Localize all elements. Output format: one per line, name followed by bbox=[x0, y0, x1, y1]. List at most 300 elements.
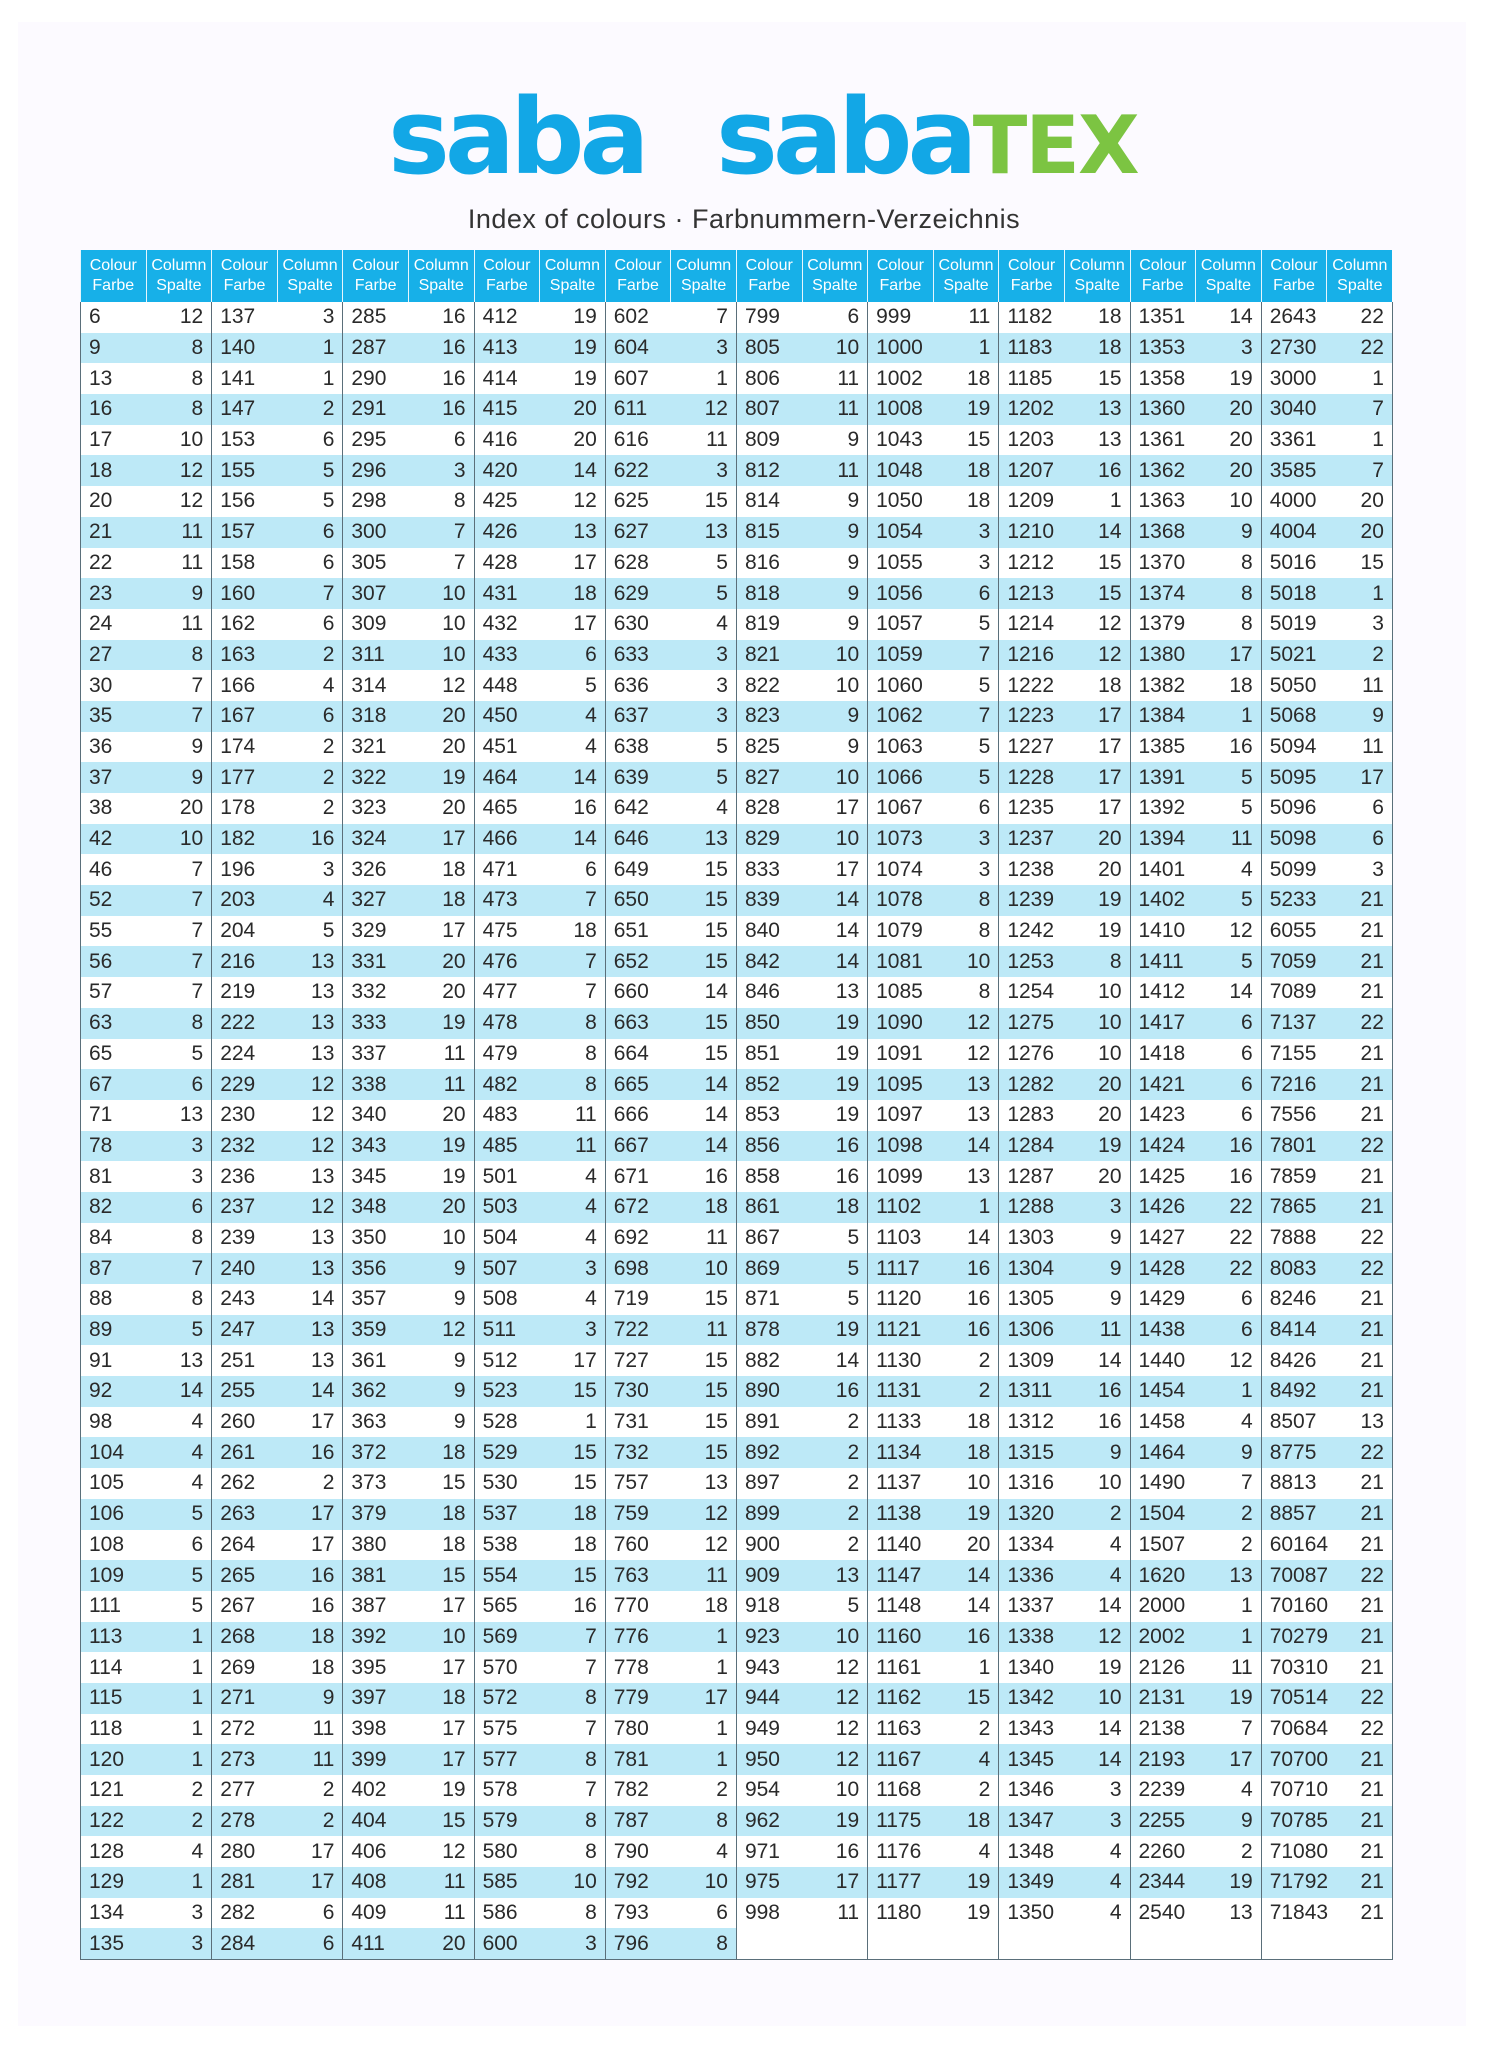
colour-number-cell: 98 bbox=[81, 1407, 147, 1438]
colour-number-cell: 846 bbox=[736, 977, 802, 1008]
colour-number-cell: 630 bbox=[605, 609, 671, 640]
column-number-cell: 14 bbox=[671, 1131, 737, 1162]
column-number-cell: 2 bbox=[277, 1468, 343, 1499]
header-column-label: Column bbox=[807, 257, 863, 274]
colour-number-cell: 1050 bbox=[868, 486, 934, 517]
colour-number-cell: 409 bbox=[343, 1898, 409, 1929]
colour-number-cell: 1425 bbox=[1130, 1161, 1196, 1192]
colour-number-cell: 2643 bbox=[1261, 302, 1327, 333]
column-number-cell: 17 bbox=[277, 1499, 343, 1530]
colour-number-cell: 1337 bbox=[999, 1591, 1065, 1622]
column-number-cell: 13 bbox=[1196, 1898, 1262, 1929]
colour-number-cell: 779 bbox=[605, 1683, 671, 1714]
table-row bbox=[81, 1775, 1393, 1806]
saba-logo-text: saba bbox=[388, 76, 645, 198]
table-row bbox=[81, 578, 1393, 609]
column-number-cell: 2 bbox=[802, 1407, 868, 1438]
colour-number-cell: 5068 bbox=[1261, 701, 1327, 732]
colour-number-cell: 115 bbox=[81, 1683, 147, 1714]
colour-number-cell: 224 bbox=[212, 1039, 278, 1070]
column-number-cell: 6 bbox=[933, 578, 999, 609]
colour-number-cell: 157 bbox=[212, 517, 278, 548]
column-number-cell: 6 bbox=[1327, 793, 1393, 824]
column-number-cell: 17 bbox=[540, 548, 606, 579]
colour-number-cell: 998 bbox=[736, 1898, 802, 1929]
sabatex-logo-saba: saba bbox=[716, 76, 973, 198]
column-number-cell: 18 bbox=[408, 1530, 474, 1561]
colour-number-cell: 1353 bbox=[1130, 333, 1196, 364]
column-number-cell: 18 bbox=[277, 1622, 343, 1653]
column-number-cell: 6 bbox=[540, 854, 606, 885]
column-number-cell: 19 bbox=[540, 333, 606, 364]
colour-number-cell: 3040 bbox=[1261, 394, 1327, 425]
column-number-cell: 15 bbox=[408, 1560, 474, 1591]
colour-number-cell: 357 bbox=[343, 1284, 409, 1315]
column-number-cell: 2 bbox=[933, 1714, 999, 1745]
column-number-cell: 5 bbox=[146, 1039, 212, 1070]
column-number-cell: 19 bbox=[1196, 1867, 1262, 1898]
colour-number-cell: 1090 bbox=[868, 1008, 934, 1039]
colour-number-cell: 814 bbox=[736, 486, 802, 517]
column-number-cell: 8 bbox=[146, 1223, 212, 1254]
column-number-cell: 15 bbox=[671, 916, 737, 947]
column-number-cell: 10 bbox=[671, 1867, 737, 1898]
colour-number-cell: 219 bbox=[212, 977, 278, 1008]
colour-number-cell: 287 bbox=[343, 333, 409, 364]
column-number-cell: 1 bbox=[146, 1714, 212, 1745]
colour-number-cell: 1213 bbox=[999, 578, 1065, 609]
column-number-cell: 4 bbox=[1064, 1560, 1130, 1591]
column-number-cell: 6 bbox=[1196, 1315, 1262, 1346]
colour-number-cell: 1102 bbox=[868, 1192, 934, 1223]
column-number-cell: 11 bbox=[802, 363, 868, 394]
colour-number-cell: 327 bbox=[343, 885, 409, 916]
colour-number-cell: 1417 bbox=[1130, 1008, 1196, 1039]
column-number-cell: 5 bbox=[277, 455, 343, 486]
colour-number-cell: 5019 bbox=[1261, 609, 1327, 640]
column-number-cell: 21 bbox=[1327, 946, 1393, 977]
column-number-cell: 12 bbox=[1196, 916, 1262, 947]
column-number-cell: 7 bbox=[540, 1775, 606, 1806]
column-number-cell: 16 bbox=[408, 394, 474, 425]
table-row bbox=[81, 916, 1393, 947]
colour-number-cell: 646 bbox=[605, 824, 671, 855]
column-number-cell: 19 bbox=[802, 1039, 868, 1070]
colour-number-cell: 71 bbox=[81, 1100, 147, 1131]
colour-number-cell: 1063 bbox=[868, 732, 934, 763]
column-number-cell: 20 bbox=[408, 946, 474, 977]
colour-number-cell: 528 bbox=[474, 1407, 540, 1438]
colour-number-cell: 247 bbox=[212, 1315, 278, 1346]
column-number-cell: 12 bbox=[671, 394, 737, 425]
header-column-label: Column bbox=[413, 257, 469, 274]
column-number-cell: 5 bbox=[540, 670, 606, 701]
colour-number-cell: 5096 bbox=[1261, 793, 1327, 824]
colour-number-cell: 311 bbox=[343, 640, 409, 671]
column-number-cell: 22 bbox=[1327, 333, 1393, 364]
column-number-cell: 11 bbox=[1196, 1652, 1262, 1683]
column-number-cell: 11 bbox=[802, 394, 868, 425]
column-number-cell: 14 bbox=[277, 1376, 343, 1407]
column-number-cell: 5 bbox=[1196, 946, 1262, 977]
header-column-spalte bbox=[671, 250, 737, 302]
column-number-cell: 21 bbox=[1327, 1192, 1393, 1223]
colour-number-cell: 565 bbox=[474, 1591, 540, 1622]
colour-number-cell: 8857 bbox=[1261, 1499, 1327, 1530]
colour-number-cell: 1228 bbox=[999, 762, 1065, 793]
colour-number-cell: 305 bbox=[343, 548, 409, 579]
colour-number-cell: 281 bbox=[212, 1867, 278, 1898]
column-number-cell: 3 bbox=[933, 548, 999, 579]
table-row bbox=[81, 1928, 1393, 1959]
column-number-cell: 13 bbox=[933, 1161, 999, 1192]
colour-number-cell: 622 bbox=[605, 455, 671, 486]
column-number-cell: 20 bbox=[408, 701, 474, 732]
colour-number-cell: 1097 bbox=[868, 1100, 934, 1131]
colour-number-cell: 780 bbox=[605, 1714, 671, 1745]
colour-number-cell: 482 bbox=[474, 1069, 540, 1100]
column-number-cell: 20 bbox=[1064, 1100, 1130, 1131]
column-number-cell: 2 bbox=[1196, 1499, 1262, 1530]
colour-number-cell: 1394 bbox=[1130, 824, 1196, 855]
colour-number-cell: 7216 bbox=[1261, 1069, 1327, 1100]
column-number-cell: 17 bbox=[277, 1530, 343, 1561]
column-number-cell: 14 bbox=[802, 1345, 868, 1376]
colour-number-cell: 307 bbox=[343, 578, 409, 609]
colour-number-cell: 128 bbox=[81, 1836, 147, 1867]
colour-number-cell: 5016 bbox=[1261, 548, 1327, 579]
colour-number-cell: 118 bbox=[81, 1714, 147, 1745]
colour-number-cell: 326 bbox=[343, 854, 409, 885]
colour-number-cell: 1000 bbox=[868, 333, 934, 364]
colour-number-cell: 793 bbox=[605, 1898, 671, 1929]
colour-number-cell: 1429 bbox=[1130, 1284, 1196, 1315]
header-colour-label: Colour bbox=[483, 257, 531, 274]
colour-number-cell: 1402 bbox=[1130, 885, 1196, 916]
colour-number-cell: 698 bbox=[605, 1253, 671, 1284]
colour-number-cell: 425 bbox=[474, 486, 540, 517]
colour-number-cell: 1222 bbox=[999, 670, 1065, 701]
colour-number-cell: 1304 bbox=[999, 1253, 1065, 1284]
column-number-cell: 13 bbox=[277, 1223, 343, 1254]
column-number-cell: 16 bbox=[802, 1836, 868, 1867]
colour-number-cell: 21 bbox=[81, 517, 147, 548]
column-number-cell: 7 bbox=[1327, 394, 1393, 425]
column-number-cell: 9 bbox=[802, 486, 868, 517]
colour-number-cell: 1162 bbox=[868, 1683, 934, 1714]
table-row bbox=[81, 1836, 1393, 1867]
column-number-cell: 7 bbox=[671, 302, 737, 333]
column-number-cell: 8 bbox=[146, 640, 212, 671]
colour-number-cell: 858 bbox=[736, 1161, 802, 1192]
column-number-cell: 16 bbox=[1196, 1161, 1262, 1192]
column-number-cell: 7 bbox=[146, 946, 212, 977]
column-number-cell: 16 bbox=[408, 363, 474, 394]
column-number-cell: 3 bbox=[1064, 1806, 1130, 1837]
colour-number-cell: 792 bbox=[605, 1867, 671, 1898]
colour-number-cell: 975 bbox=[736, 1867, 802, 1898]
table-row bbox=[81, 1008, 1393, 1039]
column-number-cell: 13 bbox=[933, 1069, 999, 1100]
colour-number-cell: 575 bbox=[474, 1714, 540, 1745]
column-number-cell: 11 bbox=[671, 1315, 737, 1346]
colour-number-cell: 1242 bbox=[999, 916, 1065, 947]
header-column-spalte bbox=[408, 250, 474, 302]
column-number-cell: 3 bbox=[671, 701, 737, 732]
colour-number-cell: 770 bbox=[605, 1591, 671, 1622]
column-number-cell: 17 bbox=[802, 854, 868, 885]
colour-number-cell: 163 bbox=[212, 640, 278, 671]
colour-number-cell: 1412 bbox=[1130, 977, 1196, 1008]
column-number-cell: 8 bbox=[671, 1806, 737, 1837]
colour-number-cell: 1227 bbox=[999, 732, 1065, 763]
column-number-cell: 14 bbox=[146, 1376, 212, 1407]
colour-number-cell: 105 bbox=[81, 1468, 147, 1499]
column-number-cell: 5 bbox=[146, 1560, 212, 1591]
colour-number-cell: 82 bbox=[81, 1192, 147, 1223]
colour-number-cell: 485 bbox=[474, 1131, 540, 1162]
colour-number-cell: 2000 bbox=[1130, 1591, 1196, 1622]
colour-number-cell: 763 bbox=[605, 1560, 671, 1591]
colour-number-cell: 264 bbox=[212, 1530, 278, 1561]
colour-number-cell: 538 bbox=[474, 1530, 540, 1561]
column-number-cell: 21 bbox=[1327, 977, 1393, 1008]
colour-number-cell: 1288 bbox=[999, 1192, 1065, 1223]
column-number-cell: 16 bbox=[671, 1161, 737, 1192]
column-number-cell: 21 bbox=[1327, 1867, 1393, 1898]
colour-number-cell: 426 bbox=[474, 517, 540, 548]
column-number-cell: 14 bbox=[933, 1131, 999, 1162]
column-number-cell: 13 bbox=[277, 1161, 343, 1192]
column-number-cell: 4 bbox=[146, 1468, 212, 1499]
colour-number-cell: 1148 bbox=[868, 1591, 934, 1622]
colour-number-cell: 137 bbox=[212, 302, 278, 333]
colour-number-cell: 70087 bbox=[1261, 1560, 1327, 1591]
column-number-cell: 13 bbox=[146, 1100, 212, 1131]
column-number-cell: 14 bbox=[671, 1069, 737, 1100]
colour-number-cell: 104 bbox=[81, 1437, 147, 1468]
colour-number-cell: 1358 bbox=[1130, 363, 1196, 394]
colour-number-cell: 663 bbox=[605, 1008, 671, 1039]
column-number-cell: 12 bbox=[802, 1652, 868, 1683]
column-number-cell: 16 bbox=[277, 1560, 343, 1591]
colour-number-cell: 604 bbox=[605, 333, 671, 364]
colour-number-cell: 2255 bbox=[1130, 1806, 1196, 1837]
column-number-cell: 17 bbox=[1196, 640, 1262, 671]
colour-number-cell: 345 bbox=[343, 1161, 409, 1192]
column-number-cell: 20 bbox=[408, 793, 474, 824]
column-number-cell: 11 bbox=[933, 302, 999, 333]
header-column-spalte bbox=[540, 250, 606, 302]
colour-number-cell: 1424 bbox=[1130, 1131, 1196, 1162]
column-number-cell: 10 bbox=[1064, 1468, 1130, 1499]
colour-number-cell: 420 bbox=[474, 455, 540, 486]
column-number-cell: 21 bbox=[1327, 1591, 1393, 1622]
column-number-cell: 16 bbox=[933, 1253, 999, 1284]
column-number-cell: 12 bbox=[146, 302, 212, 333]
colour-number-cell: 348 bbox=[343, 1192, 409, 1223]
colour-number-cell: 196 bbox=[212, 854, 278, 885]
colour-number-cell: 251 bbox=[212, 1345, 278, 1376]
colour-number-cell: 523 bbox=[474, 1376, 540, 1407]
column-number-cell: 9 bbox=[408, 1253, 474, 1284]
colour-number-cell: 155 bbox=[212, 455, 278, 486]
table-row bbox=[81, 670, 1393, 701]
column-number-cell: 22 bbox=[1327, 1223, 1393, 1254]
colour-number-cell: 1440 bbox=[1130, 1345, 1196, 1376]
column-number-cell bbox=[802, 1928, 868, 1959]
colour-number-cell: 1421 bbox=[1130, 1069, 1196, 1100]
table-row bbox=[81, 394, 1393, 425]
column-number-cell: 18 bbox=[408, 1499, 474, 1530]
colour-number-cell bbox=[1261, 1928, 1327, 1959]
colour-number-cell: 203 bbox=[212, 885, 278, 916]
colour-number-cell: 113 bbox=[81, 1622, 147, 1653]
column-number-cell: 10 bbox=[540, 1867, 606, 1898]
column-number-cell: 3 bbox=[277, 854, 343, 885]
colour-number-cell: 5021 bbox=[1261, 640, 1327, 671]
colour-number-cell: 1134 bbox=[868, 1437, 934, 1468]
column-number-cell: 15 bbox=[540, 1437, 606, 1468]
column-number-cell: 2 bbox=[1196, 1836, 1262, 1867]
column-number-cell: 22 bbox=[1327, 302, 1393, 333]
column-number-cell: 14 bbox=[1196, 302, 1262, 333]
column-number-cell: 8 bbox=[933, 885, 999, 916]
colour-number-cell: 7059 bbox=[1261, 946, 1327, 977]
colour-number-cell: 35 bbox=[81, 701, 147, 732]
column-number-cell: 11 bbox=[146, 548, 212, 579]
column-number-cell: 1 bbox=[146, 1744, 212, 1775]
column-number-cell: 2 bbox=[1196, 1530, 1262, 1561]
colour-number-cell: 1309 bbox=[999, 1345, 1065, 1376]
page-title: Index of colours · Farbnummern-Verzeichnis bbox=[467, 204, 1021, 234]
table-row bbox=[81, 1315, 1393, 1346]
column-number-cell: 16 bbox=[277, 824, 343, 855]
colour-number-cell: 633 bbox=[605, 640, 671, 671]
column-number-cell: 9 bbox=[1327, 701, 1393, 732]
column-number-cell: 6 bbox=[1196, 1008, 1262, 1039]
colour-number-cell: 954 bbox=[736, 1775, 802, 1806]
column-number-cell: 8 bbox=[408, 486, 474, 517]
colour-number-cell: 18 bbox=[81, 455, 147, 486]
column-number-cell: 3 bbox=[540, 1928, 606, 1959]
colour-number-cell: 1133 bbox=[868, 1407, 934, 1438]
column-number-cell: 4 bbox=[540, 732, 606, 763]
colour-number-cell: 5233 bbox=[1261, 885, 1327, 916]
colour-number-cell: 38 bbox=[81, 793, 147, 824]
column-number-cell: 12 bbox=[671, 1499, 737, 1530]
colour-number-cell: 471 bbox=[474, 854, 540, 885]
column-number-cell: 18 bbox=[671, 1591, 737, 1622]
colour-number-cell: 759 bbox=[605, 1499, 671, 1530]
column-number-cell: 15 bbox=[671, 1376, 737, 1407]
header-column-label: Column bbox=[151, 257, 207, 274]
column-number-cell: 18 bbox=[540, 916, 606, 947]
column-number-cell: 19 bbox=[540, 363, 606, 394]
colour-number-cell: 337 bbox=[343, 1039, 409, 1070]
colour-number-cell: 1079 bbox=[868, 916, 934, 947]
colour-number-cell: 529 bbox=[474, 1437, 540, 1468]
header-column-label: Column bbox=[938, 257, 994, 274]
column-number-cell: 13 bbox=[277, 1253, 343, 1284]
colour-number-cell: 7859 bbox=[1261, 1161, 1327, 1192]
column-number-cell: 7 bbox=[146, 1253, 212, 1284]
colour-number-cell: 1426 bbox=[1130, 1192, 1196, 1223]
column-number-cell: 16 bbox=[933, 1622, 999, 1653]
colour-number-cell: 1370 bbox=[1130, 548, 1196, 579]
table-row bbox=[81, 854, 1393, 885]
colour-number-cell: 1306 bbox=[999, 1315, 1065, 1346]
colour-number-cell: 57 bbox=[81, 977, 147, 1008]
column-number-cell: 11 bbox=[671, 425, 737, 456]
column-number-cell: 22 bbox=[1196, 1223, 1262, 1254]
colour-number-cell: 464 bbox=[474, 762, 540, 793]
colour-number-cell: 692 bbox=[605, 1223, 671, 1254]
colour-number-cell: 2239 bbox=[1130, 1775, 1196, 1806]
column-number-cell: 5 bbox=[277, 486, 343, 517]
colour-number-cell: 586 bbox=[474, 1898, 540, 1929]
colour-number-cell: 730 bbox=[605, 1376, 671, 1407]
colour-number-cell: 395 bbox=[343, 1652, 409, 1683]
column-number-cell: 1 bbox=[933, 1652, 999, 1683]
colour-number-cell: 140 bbox=[212, 333, 278, 364]
colour-number-cell: 760 bbox=[605, 1530, 671, 1561]
colour-number-cell bbox=[868, 1928, 934, 1959]
column-number-cell: 22 bbox=[1327, 1683, 1393, 1714]
colour-number-cell: 431 bbox=[474, 578, 540, 609]
column-number-cell: 8 bbox=[1196, 578, 1262, 609]
column-number-cell: 9 bbox=[802, 609, 868, 640]
column-number-cell: 6 bbox=[1327, 824, 1393, 855]
column-number-cell: 19 bbox=[1196, 1683, 1262, 1714]
column-number-cell: 4 bbox=[540, 701, 606, 732]
colour-number-cell: 340 bbox=[343, 1100, 409, 1131]
colour-number-cell: 295 bbox=[343, 425, 409, 456]
colour-number-cell: 359 bbox=[343, 1315, 409, 1346]
colour-number-cell: 1238 bbox=[999, 854, 1065, 885]
colour-number-cell: 1336 bbox=[999, 1560, 1065, 1591]
column-number-cell: 5 bbox=[933, 609, 999, 640]
colour-index-table bbox=[80, 250, 1393, 1960]
colour-number-cell: 475 bbox=[474, 916, 540, 947]
column-number-cell: 13 bbox=[1064, 394, 1130, 425]
colour-number-cell: 450 bbox=[474, 701, 540, 732]
column-number-cell: 7 bbox=[408, 548, 474, 579]
colour-number-cell: 9 bbox=[81, 333, 147, 364]
column-number-cell: 15 bbox=[408, 1468, 474, 1499]
column-number-cell: 18 bbox=[408, 854, 474, 885]
table-row bbox=[81, 701, 1393, 732]
colour-number-cell: 666 bbox=[605, 1100, 671, 1131]
table-row bbox=[81, 1437, 1393, 1468]
colour-number-cell: 1168 bbox=[868, 1775, 934, 1806]
colour-number-cell: 91 bbox=[81, 1345, 147, 1376]
colour-number-cell: 1507 bbox=[1130, 1530, 1196, 1561]
column-number-cell: 20 bbox=[1196, 455, 1262, 486]
colour-number-cell: 7556 bbox=[1261, 1100, 1327, 1131]
colour-number-cell: 629 bbox=[605, 578, 671, 609]
colour-number-cell: 8414 bbox=[1261, 1315, 1327, 1346]
colour-number-cell: 7888 bbox=[1261, 1223, 1327, 1254]
colour-number-cell: 309 bbox=[343, 609, 409, 640]
colour-number-cell: 1428 bbox=[1130, 1253, 1196, 1284]
colour-number-cell: 84 bbox=[81, 1223, 147, 1254]
column-number-cell: 12 bbox=[802, 1683, 868, 1714]
colour-number-cell: 372 bbox=[343, 1437, 409, 1468]
column-number-cell: 8 bbox=[540, 1836, 606, 1867]
column-number-cell: 21 bbox=[1327, 1744, 1393, 1775]
column-number-cell: 10 bbox=[408, 578, 474, 609]
